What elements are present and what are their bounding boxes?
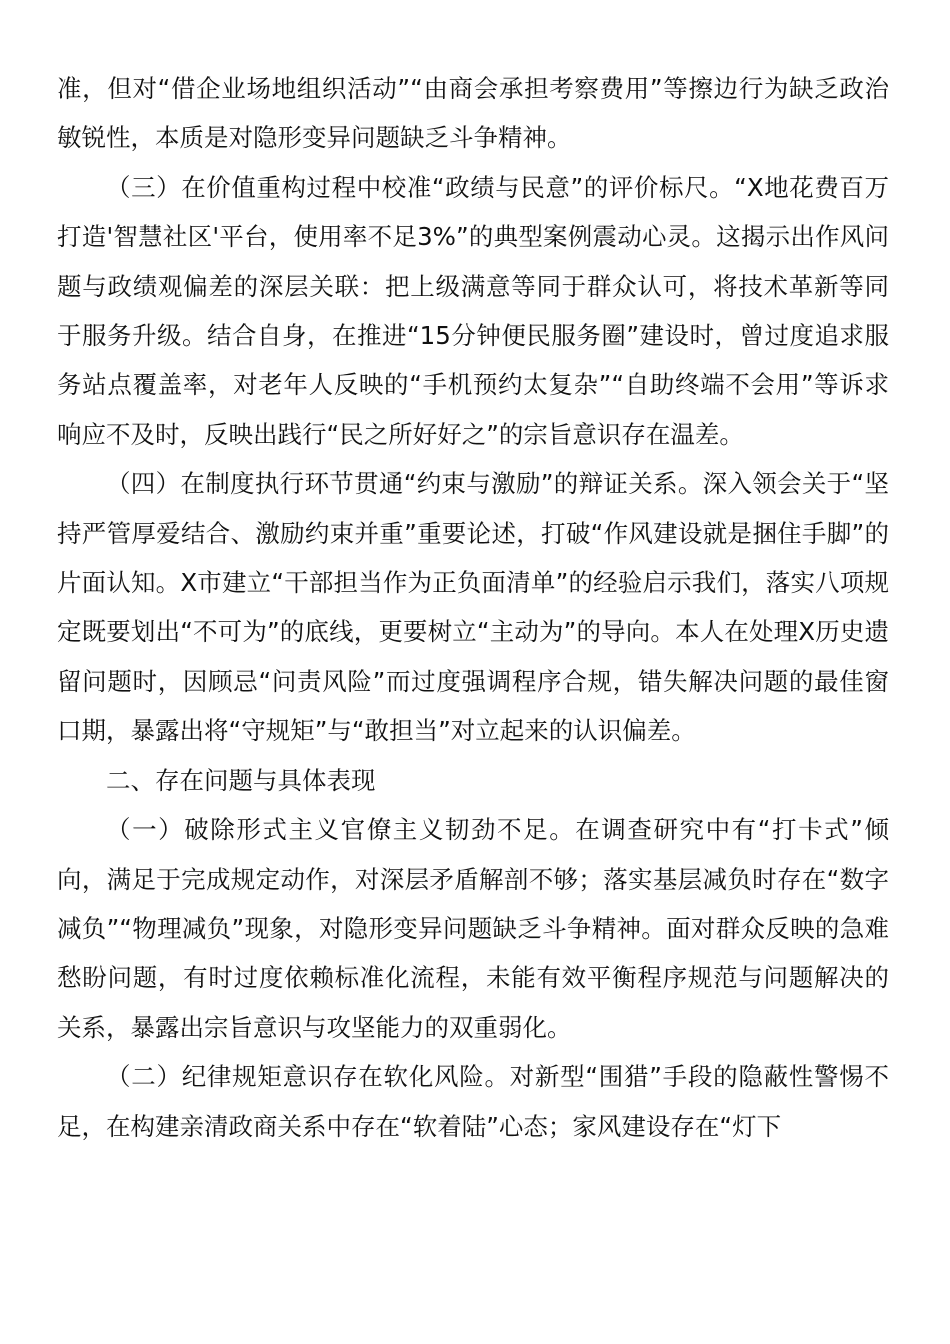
paragraph-problem-2: （二）纪律规矩意识存在软化风险。对新型“围猎”手段的隐蔽性警惕不足，在构建亲清政商关系中存在“软着陆”心态；家风建设存在“灯下 xyxy=(57,1062,889,1141)
document-body xyxy=(57,64,889,1151)
paragraph-problem-1: （一）破除形式主义官僚主义韧劲不足。在调查研究中有“打卡式”倾向，满足于完成规定动作，对深层矛盾解剖不够；落实基层减负时存在“数字减负”“物理减负”现象，对隐形变异问题缺乏斗争精神。面对群众反映的急难愁盼问题，有时过度依赖标准化流程，未能有效平衡程序规范与问题解决的关系，暴露出宗旨意识与攻坚能力的双重弱化。 xyxy=(57,815,889,1042)
paragraph-section-3: （三）在价值重构过程中校准“政绩与民意”的评价标尺。“X地花费百万打造'智慧社区'平台，使用率不足3%”的典型案例震动心灵。这揭示出作风问题与政绩观偏差的深层关联：把上级满意等同于群众认可，将技术革新等同于服务升级。结合自身，在推进“15分钟便民服务圈”建设时，曾过度追求服务站点覆盖率，对老年人反映的“手机预约太复杂”“自助终端不会用”等诉求响应不及时，反映出践行“民之所好好之”的宗旨意识存在温差。 xyxy=(57,172,889,449)
paragraph-continuation: 准，但对“借企业场地组织活动”“由商会承担考察费用”等擦边行为缺乏政治敏锐性，本质是对隐形变异问题缺乏斗争精神。 xyxy=(57,74,889,153)
section-heading-problems: 二、存在问题与具体表现 xyxy=(106,765,376,795)
paragraph-section-4: （四）在制度执行环节贯通“约束与激励”的辩证关系。深入领会关于“坚持严管厚爱结合、激励约束并重”重要论述，打破“作风建设就是捆住手脚”的片面认知。X市建立“干部担当作为正负面清单”的经验启示我们，落实八项规定既要划出“不可为”的底线，更要树立“主动为”的导向。本人在处理X历史遗留问题时，因顾忌“问责风险”而过度强调程序合规，错失解决问题的最佳窗口期，暴露出将“守规矩”与“敢担当”对立起来的认识偏差。 xyxy=(57,469,889,746)
